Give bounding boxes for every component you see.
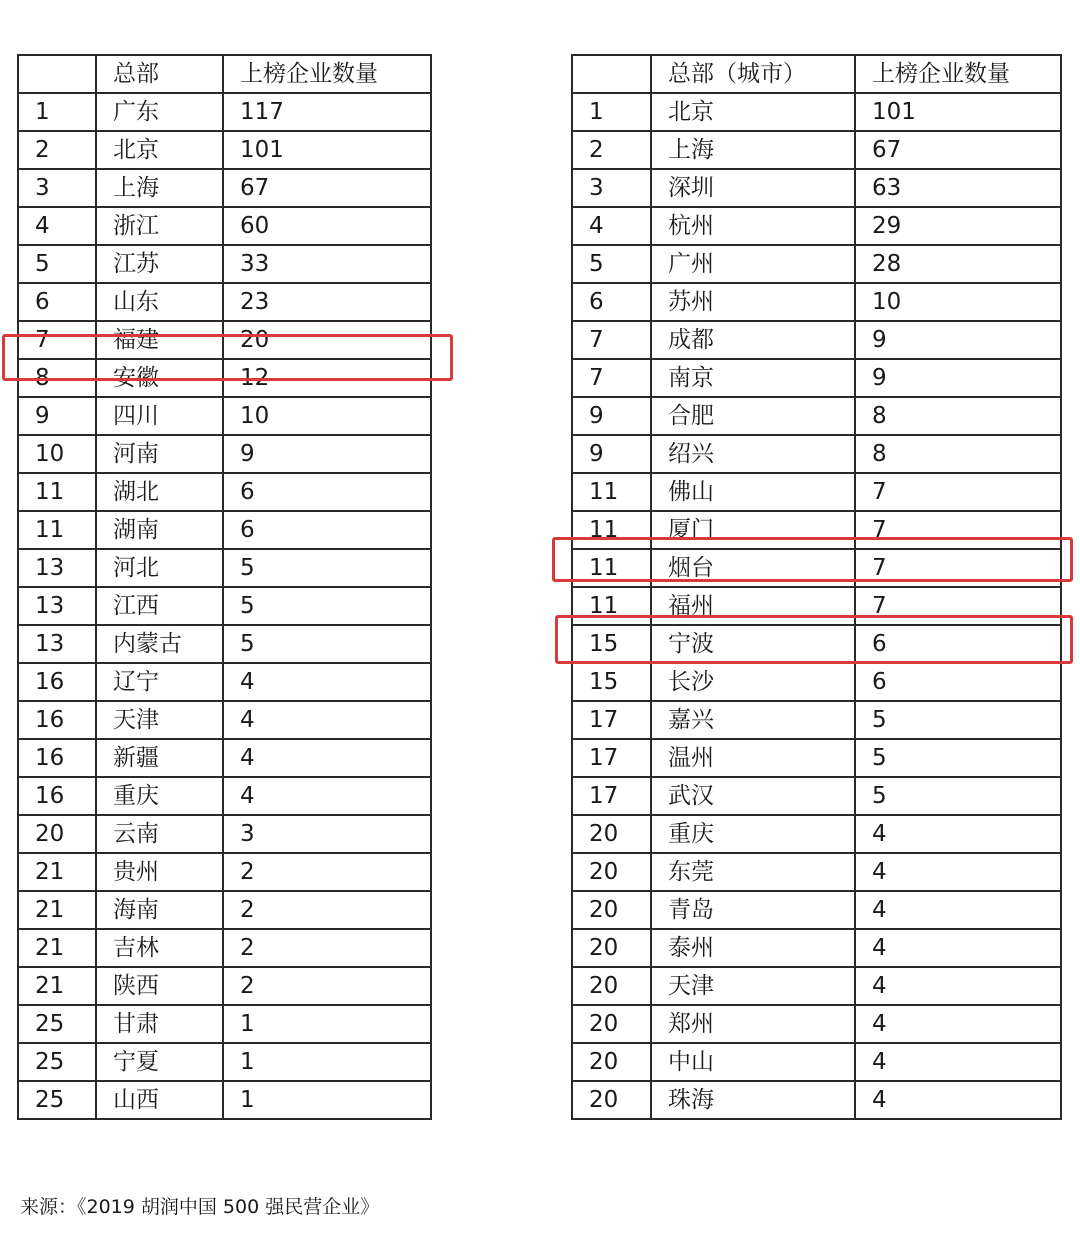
table-row	[18, 587, 431, 625]
count-cell: 117	[223, 93, 431, 131]
count-cell: 23	[223, 283, 431, 321]
table-row	[18, 967, 431, 1005]
count-cell: 8	[855, 397, 1061, 435]
rank-cell: 5	[572, 245, 651, 283]
count-cell: 4	[223, 777, 431, 815]
count-cell: 67	[855, 131, 1061, 169]
count-cell: 4	[855, 891, 1061, 929]
table-row	[18, 283, 431, 321]
rank-cell: 9	[18, 397, 96, 435]
table-row	[18, 93, 431, 131]
rank-cell: 1	[572, 93, 651, 131]
rank-cell: 16	[18, 663, 96, 701]
header-cell	[18, 55, 96, 93]
table-row	[18, 245, 431, 283]
rank-cell: 6	[572, 283, 651, 321]
name-cell: 宁夏	[96, 1043, 223, 1081]
table-row	[572, 1043, 1061, 1081]
name-cell: 上海	[96, 169, 223, 207]
table-row	[18, 663, 431, 701]
name-cell: 河南	[96, 435, 223, 473]
table-row	[572, 587, 1061, 625]
table-row	[18, 207, 431, 245]
rank-cell: 25	[18, 1005, 96, 1043]
table-row	[572, 663, 1061, 701]
count-cell: 3	[223, 815, 431, 853]
table-row	[18, 549, 431, 587]
count-cell: 6	[223, 511, 431, 549]
rank-cell: 9	[572, 397, 651, 435]
province-table-header	[18, 55, 431, 93]
count-cell: 101	[223, 131, 431, 169]
table-row	[572, 321, 1061, 359]
count-cell: 4	[223, 739, 431, 777]
name-cell: 甘肃	[96, 1005, 223, 1043]
name-cell: 厦门	[651, 511, 855, 549]
count-cell: 9	[855, 359, 1061, 397]
table-row	[18, 473, 431, 511]
count-cell: 5	[855, 701, 1061, 739]
rank-cell: 25	[18, 1081, 96, 1119]
header-cell: 上榜企业数量	[855, 55, 1061, 93]
table-row	[18, 397, 431, 435]
name-cell: 合肥	[651, 397, 855, 435]
rank-cell: 4	[18, 207, 96, 245]
name-cell: 成都	[651, 321, 855, 359]
name-cell: 北京	[96, 131, 223, 169]
name-cell: 湖南	[96, 511, 223, 549]
count-cell: 2	[223, 929, 431, 967]
rank-cell: 6	[18, 283, 96, 321]
rank-cell: 11	[18, 473, 96, 511]
count-cell: 1	[223, 1005, 431, 1043]
count-cell: 12	[223, 359, 431, 397]
name-cell: 上海	[651, 131, 855, 169]
table-row	[572, 131, 1061, 169]
name-cell: 嘉兴	[651, 701, 855, 739]
rank-cell: 1	[18, 93, 96, 131]
table-row	[572, 549, 1061, 587]
table-row	[18, 777, 431, 815]
table-row	[572, 891, 1061, 929]
city-ranking-table	[571, 54, 1062, 1120]
rank-cell: 25	[18, 1043, 96, 1081]
count-cell: 10	[223, 397, 431, 435]
rank-cell: 11	[18, 511, 96, 549]
rank-cell: 20	[572, 1043, 651, 1081]
table-row	[572, 815, 1061, 853]
rank-cell: 11	[572, 511, 651, 549]
rank-cell: 11	[572, 587, 651, 625]
count-cell: 6	[223, 473, 431, 511]
rank-cell: 20	[18, 815, 96, 853]
table-row	[572, 359, 1061, 397]
table-row	[18, 625, 431, 663]
rank-cell: 5	[18, 245, 96, 283]
table-row	[572, 967, 1061, 1005]
rank-cell: 11	[572, 473, 651, 511]
count-cell: 4	[223, 663, 431, 701]
table-row	[572, 777, 1061, 815]
table-row	[572, 435, 1061, 473]
rank-cell: 11	[572, 549, 651, 587]
name-cell: 泰州	[651, 929, 855, 967]
rank-cell: 8	[18, 359, 96, 397]
table-row	[572, 929, 1061, 967]
table-row	[572, 701, 1061, 739]
count-cell: 7	[855, 473, 1061, 511]
rank-cell: 20	[572, 1081, 651, 1119]
name-cell: 北京	[651, 93, 855, 131]
table-row	[18, 739, 431, 777]
name-cell: 新疆	[96, 739, 223, 777]
count-cell: 5	[855, 739, 1061, 777]
table-row	[572, 283, 1061, 321]
count-cell: 5	[223, 625, 431, 663]
count-cell: 6	[855, 625, 1061, 663]
count-cell: 4	[223, 701, 431, 739]
name-cell: 长沙	[651, 663, 855, 701]
name-cell: 重庆	[651, 815, 855, 853]
table-row	[572, 207, 1061, 245]
name-cell: 海南	[96, 891, 223, 929]
name-cell: 佛山	[651, 473, 855, 511]
count-cell: 1	[223, 1043, 431, 1081]
count-cell: 2	[223, 891, 431, 929]
count-cell: 4	[855, 1005, 1061, 1043]
rank-cell: 21	[18, 853, 96, 891]
rank-cell: 20	[572, 1005, 651, 1043]
count-cell: 4	[855, 1043, 1061, 1081]
rank-cell: 20	[572, 929, 651, 967]
count-cell: 20	[223, 321, 431, 359]
table-row	[18, 131, 431, 169]
header-cell	[572, 55, 651, 93]
name-cell: 吉林	[96, 929, 223, 967]
count-cell: 29	[855, 207, 1061, 245]
name-cell: 广州	[651, 245, 855, 283]
name-cell: 江苏	[96, 245, 223, 283]
rank-cell: 13	[18, 587, 96, 625]
rank-cell: 2	[572, 131, 651, 169]
name-cell: 烟台	[651, 549, 855, 587]
name-cell: 山西	[96, 1081, 223, 1119]
count-cell: 7	[855, 549, 1061, 587]
rank-cell: 15	[572, 625, 651, 663]
province-table-body	[18, 55, 431, 1119]
header-cell: 总部	[96, 55, 223, 93]
rank-cell: 13	[18, 549, 96, 587]
name-cell: 杭州	[651, 207, 855, 245]
name-cell: 宁波	[651, 625, 855, 663]
name-cell: 中山	[651, 1043, 855, 1081]
count-cell: 4	[855, 815, 1061, 853]
count-cell: 2	[223, 853, 431, 891]
name-cell: 广东	[96, 93, 223, 131]
table-row	[18, 853, 431, 891]
table-row	[572, 169, 1061, 207]
count-cell: 7	[855, 511, 1061, 549]
rank-cell: 7	[572, 321, 651, 359]
rank-cell: 20	[572, 815, 651, 853]
table-row	[572, 473, 1061, 511]
table-row	[18, 701, 431, 739]
rank-cell: 13	[18, 625, 96, 663]
rank-cell: 20	[572, 853, 651, 891]
table-row	[18, 1043, 431, 1081]
name-cell: 山东	[96, 283, 223, 321]
name-cell: 江西	[96, 587, 223, 625]
count-cell: 101	[855, 93, 1061, 131]
table-row	[572, 853, 1061, 891]
count-cell: 10	[855, 283, 1061, 321]
table-row	[572, 1081, 1061, 1119]
rank-cell: 20	[572, 891, 651, 929]
rank-cell: 15	[572, 663, 651, 701]
count-cell: 5	[223, 549, 431, 587]
table-row	[18, 929, 431, 967]
rank-cell: 21	[18, 891, 96, 929]
rank-cell: 16	[18, 701, 96, 739]
name-cell: 福州	[651, 587, 855, 625]
rank-cell: 16	[18, 777, 96, 815]
name-cell: 郑州	[651, 1005, 855, 1043]
count-cell: 4	[855, 929, 1061, 967]
name-cell: 苏州	[651, 283, 855, 321]
table-row	[572, 245, 1061, 283]
name-cell: 贵州	[96, 853, 223, 891]
count-cell: 6	[855, 663, 1061, 701]
name-cell: 深圳	[651, 169, 855, 207]
table-row	[572, 93, 1061, 131]
rank-cell: 10	[18, 435, 96, 473]
rank-cell: 17	[572, 701, 651, 739]
name-cell: 温州	[651, 739, 855, 777]
name-cell: 天津	[651, 967, 855, 1005]
name-cell: 浙江	[96, 207, 223, 245]
province-ranking-table	[17, 54, 432, 1120]
count-cell: 60	[223, 207, 431, 245]
name-cell: 陕西	[96, 967, 223, 1005]
rank-cell: 7	[572, 359, 651, 397]
count-cell: 28	[855, 245, 1061, 283]
rank-cell: 7	[18, 321, 96, 359]
count-cell: 4	[855, 853, 1061, 891]
table-row	[572, 739, 1061, 777]
count-cell: 63	[855, 169, 1061, 207]
name-cell: 福建	[96, 321, 223, 359]
table-row	[572, 511, 1061, 549]
name-cell: 辽宁	[96, 663, 223, 701]
rank-cell: 17	[572, 777, 651, 815]
count-cell: 5	[223, 587, 431, 625]
source-note: 来源：《2019 胡润中国 500 强民营企业》	[20, 1196, 380, 1218]
rank-cell: 3	[18, 169, 96, 207]
name-cell: 南京	[651, 359, 855, 397]
rank-cell: 4	[572, 207, 651, 245]
city-table-header	[572, 55, 1061, 93]
table-row	[18, 169, 431, 207]
table-row	[572, 1005, 1061, 1043]
name-cell: 湖北	[96, 473, 223, 511]
table-row	[18, 359, 431, 397]
table-row	[572, 625, 1061, 663]
count-cell: 4	[855, 967, 1061, 1005]
name-cell: 绍兴	[651, 435, 855, 473]
count-cell: 1	[223, 1081, 431, 1119]
name-cell: 青岛	[651, 891, 855, 929]
count-cell: 7	[855, 587, 1061, 625]
count-cell: 9	[223, 435, 431, 473]
rank-cell: 20	[572, 967, 651, 1005]
name-cell: 四川	[96, 397, 223, 435]
table-row	[18, 815, 431, 853]
name-cell: 安徽	[96, 359, 223, 397]
name-cell: 内蒙古	[96, 625, 223, 663]
count-cell: 67	[223, 169, 431, 207]
count-cell: 9	[855, 321, 1061, 359]
count-cell: 4	[855, 1081, 1061, 1119]
count-cell: 5	[855, 777, 1061, 815]
count-cell: 8	[855, 435, 1061, 473]
name-cell: 重庆	[96, 777, 223, 815]
count-cell: 2	[223, 967, 431, 1005]
rank-cell: 17	[572, 739, 651, 777]
name-cell: 珠海	[651, 1081, 855, 1119]
table-row	[18, 891, 431, 929]
header-cell: 总部（城市）	[651, 55, 855, 93]
table-row	[18, 321, 431, 359]
table-row	[18, 435, 431, 473]
rank-cell: 21	[18, 929, 96, 967]
name-cell: 东莞	[651, 853, 855, 891]
table-row	[18, 1081, 431, 1119]
count-cell: 33	[223, 245, 431, 283]
table-row	[18, 511, 431, 549]
name-cell: 武汉	[651, 777, 855, 815]
name-cell: 河北	[96, 549, 223, 587]
rank-cell: 3	[572, 169, 651, 207]
table-row	[18, 1005, 431, 1043]
city-table-body	[572, 55, 1061, 1119]
rank-cell: 2	[18, 131, 96, 169]
rank-cell: 21	[18, 967, 96, 1005]
header-cell: 上榜企业数量	[223, 55, 431, 93]
table-row	[572, 397, 1061, 435]
rank-cell: 9	[572, 435, 651, 473]
rank-cell: 16	[18, 739, 96, 777]
name-cell: 天津	[96, 701, 223, 739]
name-cell: 云南	[96, 815, 223, 853]
